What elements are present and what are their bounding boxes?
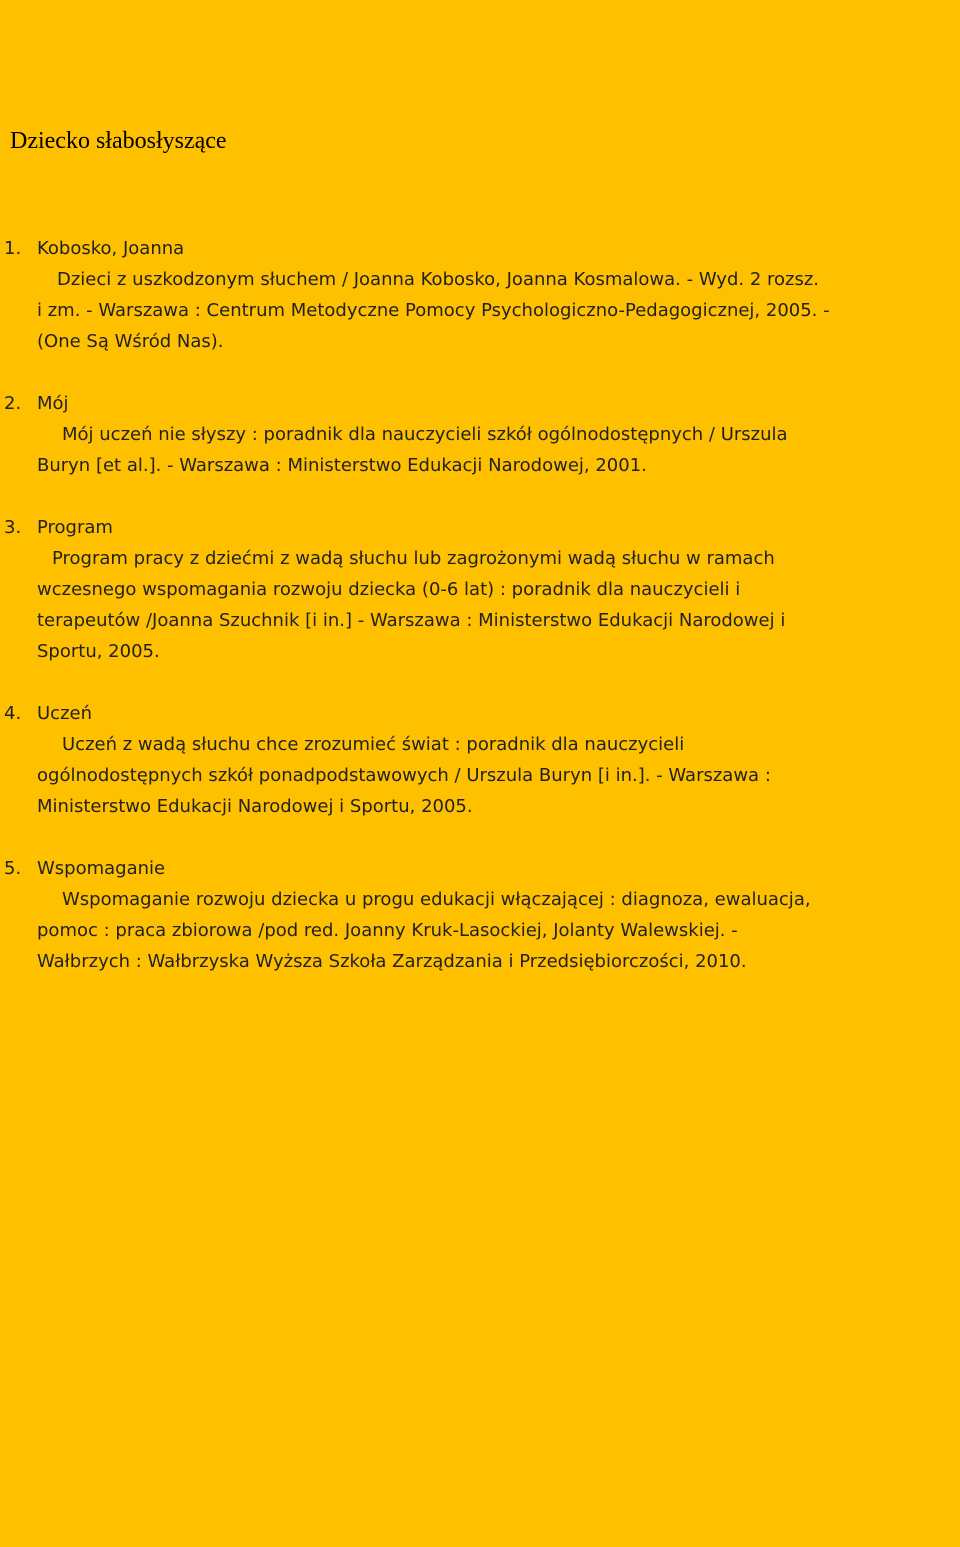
entry-heading: Program [37, 517, 113, 538]
entry-number: 4. [4, 703, 22, 724]
page-title: Dziecko słabosłyszące [10, 128, 227, 154]
entry-line: Program pracy z dziećmi z wadą słuchu lub zagrożonymi wadą słuchu w ramach [52, 548, 775, 569]
entry-line: Mój uczeń nie słyszy : poradnik dla nauczycieli szkół ogólnodostępnych / Urszula [62, 424, 788, 445]
entry-line: Dzieci z uszkodzonym słuchem / Joanna Kobosko, Joanna Kosmalowa. - Wyd. 2 rozsz. [57, 269, 820, 290]
entry-heading: Uczeń [37, 703, 93, 724]
entry-line: (One Są Wśród Nas). [37, 331, 224, 352]
entry-heading: Kobosko, Joanna [37, 238, 185, 259]
entry-line: Wałbrzych : Wałbrzyska Wyższa Szkoła Zarządzania i Przedsiębiorczości, 2010. [37, 951, 747, 972]
entry-line: i zm. - Warszawa : Centrum Metodyczne Pomocy Psychologiczno-Pedagogicznej, 2005. - [37, 300, 830, 321]
entry-heading: Mój [37, 393, 69, 414]
entry-line: ogólnodostępnych szkół ponadpodstawowych / Urszula Buryn [i in.]. - Warszawa : [37, 765, 771, 786]
entry-line: Wspomaganie rozwoju dziecka u progu edukacji włączającej : diagnoza, ewaluacja, [62, 889, 811, 910]
entry-number: 1. [4, 238, 22, 259]
entry-line: Buryn [et al.]. - Warszawa : Ministerstwo Edukacji Narodowej, 2001. [37, 455, 647, 476]
entry-line: Ministerstwo Edukacji Narodowej i Sportu, 2005. [37, 796, 473, 817]
entry-heading: Wspomaganie [37, 858, 166, 879]
entry-line: terapeutów /Joanna Szuchnik [i in.] - Warszawa : Ministerstwo Edukacji Narodowej i [37, 610, 786, 631]
entry-number: 5. [4, 858, 22, 879]
entry-line: Uczeń z wadą słuchu chce zrozumieć świat : poradnik dla nauczycieli [62, 734, 685, 755]
entry-line: wczesnego wspomagania rozwoju dziecka (0-6 lat) : poradnik dla nauczycieli i [37, 579, 741, 600]
entry-line: pomoc : praca zbiorowa /pod red. Joanny Kruk-Lasockiej, Jolanty Walewskiej. - [37, 920, 738, 941]
entry-line: Sportu, 2005. [37, 641, 160, 662]
entry-number: 3. [4, 517, 22, 538]
entry-number: 2. [4, 393, 22, 414]
